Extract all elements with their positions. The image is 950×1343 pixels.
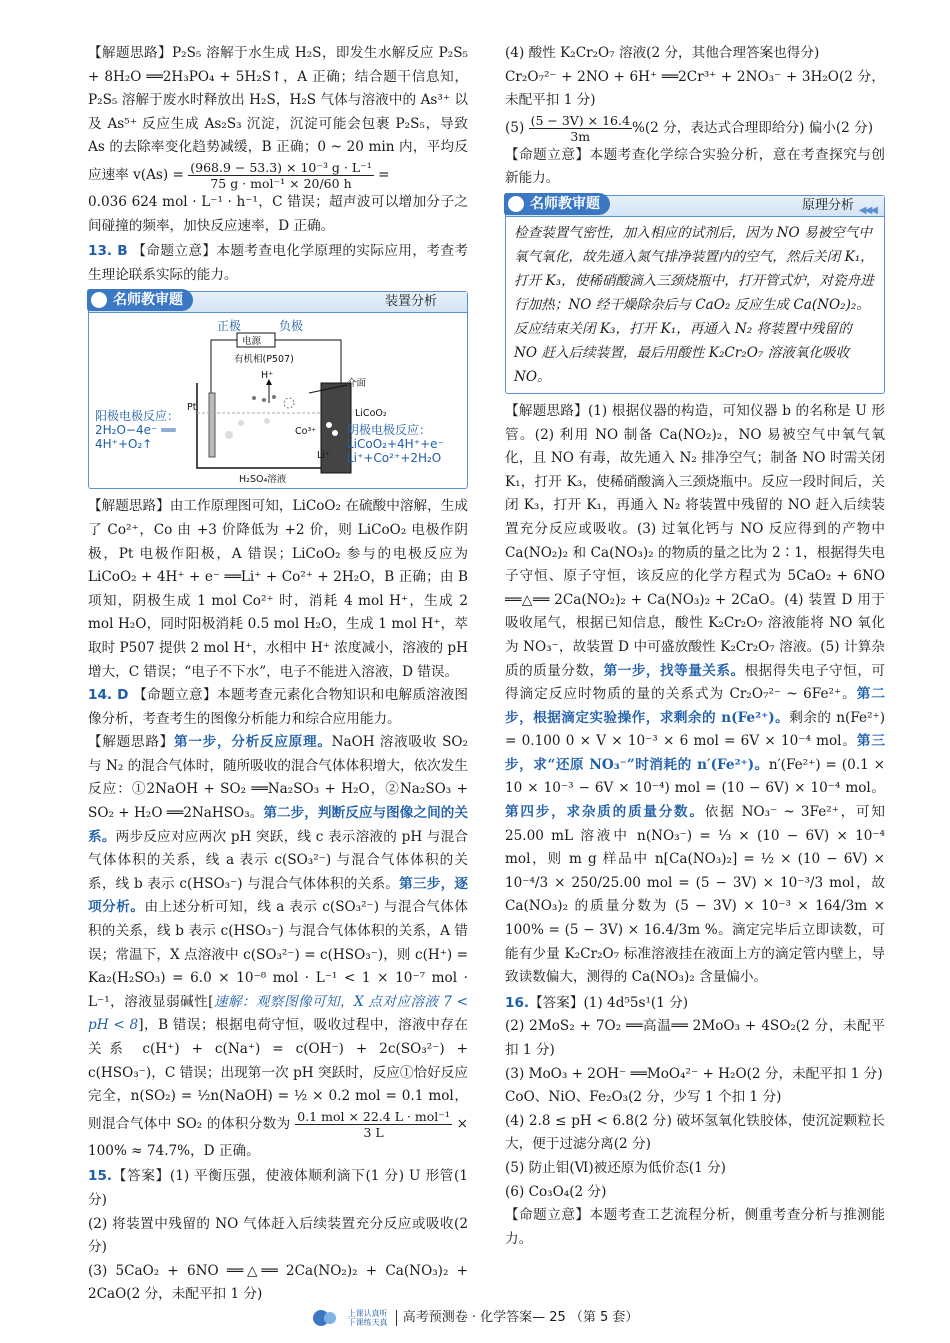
q16-answer-4: (4) 2.8 ≤ pH < 6.8(2 分) 破坏氢氧化铁胶体，使沉淀颗粒长大，便于过滤分离(2 分) <box>505 1112 885 1153</box>
positive-label: 正极 <box>217 319 242 334</box>
q15-answer-2: (2) 将装置中残留的 NO 气体赶入后续装置充分反应或吸收(2 分) <box>88 1215 468 1256</box>
q16-answer-3b: CoO、NiO、Fe₂O₃(2 分，少写 1 个扣 1 分) <box>505 1089 782 1106</box>
cathode-reaction: 阴极电极反应： LiCoO₂+4H⁺+e⁻ Li⁺+Co²⁺+2H₂O <box>347 423 444 466</box>
q15-answer-3: (3) 5CaO₂ + 6NO ══△══ 2Ca(NO₂)₂ + Ca(NO₃)₂ + 2CaO(2 分，未配平扣 1 分) <box>88 1262 468 1303</box>
h-plus-label: H⁺ <box>261 370 274 382</box>
li-label: Li⁺ <box>317 450 330 462</box>
logo-text: 上课认真听 下课练天真 <box>347 1308 388 1327</box>
principle-text: 检查装置气密性，加入相应的试剂后，因为 NO 易被空气中氧气氧化，故先通入氮气排净装置内的空气，然后关闭 K₁，打开 K₃，使稀硝酸滴入三颈烧瓶中，打开管式炉，对瓷舟进行加热；NO 经干燥除杂后与 CaO₂ 反应生成 Ca(NO₂)₂。反应结束关闭 K₃，打开 K₁，再通入 N₂ 将装置中残留的 NO 赶入后续装置，最后用酸性 K₂Cr₂O₇ 溶液氧化吸收 NO。 <box>514 224 874 385</box>
h2so4-label: H₂SO₄溶液 <box>239 474 287 486</box>
teacher-icon <box>91 292 107 308</box>
principle-analysis-box <box>505 195 885 394</box>
licoo2-label: LiCoO₂ <box>355 408 387 420</box>
q15-answer: 15.【答案】(1) 平衡压强，使液体顺利滴下(1 分) U 形管(1 分) <box>88 1168 468 1208</box>
q12-analysis-end: 0.036 624 mol · L⁻¹ · h⁻¹，C 错误；超声波可以增加分子之间碰撞的频率，加快反应速率，D 正确。 <box>88 193 468 234</box>
q16-answer-5: (5) 防止钼(Ⅵ)被还原为低价态(1 分) <box>505 1159 726 1176</box>
power-label: 电源 <box>242 336 262 348</box>
q16-answer-3: (3) MoO₃ + 2OH⁻ ══MoO₄²⁻ + H₂O(2 分，未配平扣 1 分) <box>505 1065 883 1082</box>
page-footer <box>0 1306 950 1329</box>
teacher-badge: 名师教审题 <box>87 289 193 311</box>
box-title: 装置分析 <box>384 294 437 310</box>
q14-analysis: 【解题思路】第一步，分析反应原理。NaOH 溶液吸收 SO₂ 与 N₂ 的混合气体时，随所吸收的混合气体体积增大，依次发生反应：①2NaOH + SO₂ ══Na₂SO₃ + H₂O，②Na₂SO₃ + SO₂ + H₂O ══2NaHSO₃。第二步，判断反应与图像之间的关系。两步反应对应两次 pH 突跃，线 c 表示溶液的 pH 与混合气体体积的关系，线 a 表示 c(SO₃²⁻) 与混合气体体积的关系，线 b 表示 c(HSO₃⁻) 与混合气体体积的关系。第三步，逐项分析。由上述分析可知，线 a 表示 c(SO₃²⁻) 与混合气体体积的关系，线 b 表示 c(HSO₃⁻) 与混合气体体积的关系，A 错误；常温下，X 点溶液中 c(SO₃²⁻) = c(HSO₃⁻)，则 c(H⁺) = Ka₂(H₂SO₃) = 6.0 × 10⁻⁸ mol · L⁻¹ < 1 × 10⁻⁷ mol · L⁻¹，溶液显弱碱性[速解：观察图像可知，X 点对应溶液 7 < pH < 8]，B 错误；根据电荷守恒，吸收过程中，溶液中存在关系 c(H⁺) + c(Na⁺) = c(OH⁻) + 2c(SO₃²⁻) + c(HSO₃⁻)，C 错误；出现第一次 pH 突跃时，反应①恰好反应完全，n(SO₂) = ½n(NaOH) = ½ × 0.2 mol = 0.1 mol，则混合气体中 SO₂ 的体积分数为 $\frac{\text{0.1 mol × 22.4 L · mol⁻¹}}{3 L}$ × 100% ≈ 74.7%，D 正确。 <box>88 734 469 1159</box>
pt-label: Pt <box>187 402 197 414</box>
q16-answer-2: (2) 2MoS₂ + 7O₂ ══高温══ 2MoO₃ + 4SO₂(2 分，未配平扣 1 分) <box>505 1018 885 1058</box>
q15-analysis: 【解题思路】(1) 根据仪器的构造，可知仪器 b 的名称是 U 形管。(2) 利用 NO 制备 Ca(NO₂)₂，NO 易被空气中氧气氧化，且 NO 有毒，故先通入 N₂ 排净空气；制备 NO 时需关闭 K₁，打开 K₃，使稀硝酸滴入三颈烧瓶中。反应一段时间后，关闭 K₃，打开 K₁，再通入 N₂ 将装置中残留的 NO 赶入后续装置充分反应或吸收。(3) 过氧化钙与 NO 反应得到的产物中 Ca(NO₂)₂ 和 Ca(NO₃)₂ 的物质的量之比为 2∶1，根据得失电子守恒、原子守恒，该反应的化学方程式为 5CaO₂ + 6NO ══△══ 2Ca(NO₂)₂ + Ca(NO₃)₂ + 2CaO。(4) 装置 D 用于吸收尾气，根据已知信息，酸性 K₂Cr₂O₇ 溶液能将 NO 氧化为 NO₃⁻，故装置 D 中可盛放酸性 K₂Cr₂O₇ 溶液。(5) 计算杂质的质量分数，第一步，找等量关系。根据得失电子守恒，可得滴定反应时物质的量的关系式为 Cr₂O₇²⁻ ~ 6Fe²⁺。第二步，根据滴定实验操作，求剩余的 n(Fe²⁺)。剩余的 n(Fe²⁺) = 0.100 0 × V × 10⁻³ × 6 mol = 6V × 10⁻⁴ mol。第三步，求“还原 NO₃⁻”时消耗的 n′(Fe²⁺)。n′(Fe²⁺) = (0.1 × 10 × 10⁻³ − 6V × 10⁻⁴) mol = (10 − 6V) × 10⁻⁴ mol。第四步，求杂质的质量分数。依据 NO₃⁻ ~ 3Fe²⁺，可知 25.00 mL 溶液中 n(NO₃⁻) = ⅓ × (10 − 6V) × 10⁻⁴ mol，则 m g 样品中 n[Ca(NO₃)₂] = ½ × (10 − 6V) × 10⁻⁴/3 × 250/25.00 mol = (5 − 3V) × 10⁻³/3 mol，故 Ca(NO₃)₂ 的质量分数为 (5 − 3V) × 10⁻³ × 164/3m × 100% = (5 − 3V) × 16.4/3m %。滴定完毕后立即读数，可能有少量 K₂Cr₂O₇ 标准溶液挂在液面上方的滴定管内壁上，导致读数偏大，测得的 Ca(NO₃)₂ 含量偏小。 <box>505 402 886 986</box>
teacher-icon <box>508 196 524 212</box>
teacher-badge-2: 名师教审题 <box>504 193 610 215</box>
co3-label: Co³⁺ <box>295 426 317 438</box>
q15-answer-4: (4) 酸性 K₂Cr₂O₇ 溶液(2 分，其他合理答案也得分) <box>505 45 820 61</box>
q16-intent: 【命题立意】本题考查工艺流程分析，侧重考查分析与推测能力。 <box>505 1207 885 1247</box>
arrows-icon: ◀◀◀ <box>858 204 876 216</box>
footer-text: 高考预测卷 · 化学答案— 25 （第 5 套） <box>402 1310 639 1325</box>
publisher-logo-icon <box>312 1307 338 1329</box>
negative-label: 负极 <box>279 319 304 334</box>
box-title-2: 原理分析 <box>801 197 854 213</box>
q15-answer-5: (5) $\frac{(5 - 3V) \times 16.4}{3m}$ %(2 分，表达式合理即给分) 偏小(2 分) <box>505 112 874 144</box>
q15-intent: 【命题立意】本题考查化学综合实验分析，意在考查探究与创新能力。 <box>505 146 885 187</box>
device-analysis-box <box>88 291 468 489</box>
q16-answer-6: (6) Co₃O₄(2 分) <box>505 1183 607 1200</box>
q13-analysis: 【解题思路】由工作原理图可知，LiCoO₂ 在硫酸中溶解，生成了 Co²⁺，Co 由 +3 价降低为 +2 价，则 LiCoO₂ 电极作阴极，Pt 电极作阳极，A 错误；LiCoO₂ 参与的电极反应为 LiCoO₂ + 4H⁺ + e⁻ ══Li⁺ + Co²⁺ + 2H₂O，B 正确；由 B 项知，阴极生成 1 mol Co²⁺ 时，消耗 4 mol H⁺，生成 2 mol H₂O，同时阳极消耗 0.5 mol H₂O，生成 1 mol H⁺，萃取时 P507 提供 2 mol H⁺，水相中 H⁺ 浓度减小，溶液的 pH 增大，C 错误；“电子不下水”，电子不能进入溶液，D 错误。 <box>88 498 468 680</box>
q14-header: 14. D 【命题立意】本题考查元素化合物知识和电解质溶液图像分析，考查考生的图像分析能力和综合应用能力。 <box>88 687 469 727</box>
q15-answer-4-eq: Cr₂O₇²⁻ + 2NO + 6H⁺ ══2Cr³⁺ + 2NO₃⁻ + 3H₂O(2 分，未配平扣 1 分) <box>505 68 885 109</box>
right-column <box>505 42 885 1251</box>
volume-fraction: $\frac{\text{0.1 mol × 22.4 L · mol⁻¹}}{3 L}$ <box>297 1108 450 1140</box>
interface-label: 介面 <box>347 378 367 390</box>
q12-analysis: 【解题思路】P₂S₅ 溶解于水生成 H₂S，即发生水解反应 P₂S₅ + 8H₂O ══2H₃PO₄ + 5H₂S↑，A 正确；结合题干信息知，P₂S₅ 溶解于废水时释放出 H₂S，H₂S 气体与溶液中的 As³⁺ 以及 As⁵⁺ 反应生成 As₂S₃ 沉淀，沉淀可能会包裹 P₂S₅，导致 As 的去除率变化趋势减缓，B 正确；0 ~ 20 min 内，平均反应速率 v(As) = $\frac{\text{(968.9 − 53.3) × 10⁻³ g · L⁻¹}}{\text{75 g · mol⁻¹ × 20/60 h}}$ = <box>88 45 468 191</box>
answer-fraction: $\frac{(5 - 3V) \times 16.4}{3m}$ <box>530 112 630 144</box>
left-column <box>88 42 468 1307</box>
anode-reaction: 阳极电极反应： 2H₂O−4e⁻ ══ 4H⁺+O₂↑ <box>95 409 180 452</box>
rate-fraction: $\frac{\text{(968.9 − 53.3) × 10⁻³ g · L⁻¹}}{\text{75 g · mol⁻¹ × 20/60 h}}$ <box>190 159 372 191</box>
q16-answer: 16.【答案】(1) 4d⁵5s¹(1 分) <box>505 994 689 1011</box>
q13-header: 13. B 【命题立意】本题考查电化学原理的实际应用，考查考生理论联系实际的能力。 <box>88 243 468 283</box>
electrolysis-diagram <box>89 313 467 488</box>
organic-phase-label: 有机相(P507) <box>234 354 294 366</box>
